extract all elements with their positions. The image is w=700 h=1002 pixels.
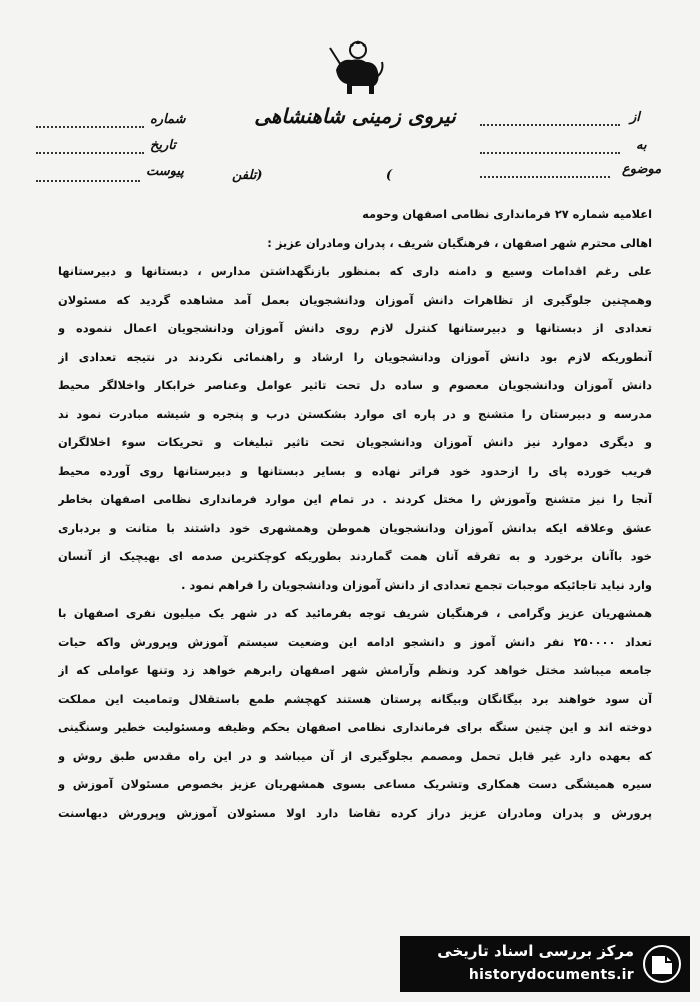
lion-and-sun-emblem-icon (322, 40, 386, 98)
body-line: وارد نیاید تاجائیکه موجبات تجمع تعدادی از دانش آموزان ودانشجویان را فراهم نمود . (181, 577, 652, 592)
body-line: آن سود خواهند برد بیگانگان وبیگانه پرستان هستند کهچشم طمع باستقلال وتمامیت این مملکت (58, 691, 652, 706)
body-line: همشهریان عزیز وگرامی ، فرهنگیان شریف توجه بفرمائید که در شهر یک میلیون نفری اصفهان با (58, 606, 652, 620)
body-line: دانش آموزان ودانشجویان معصوم و ساده دل تحت تاثیر عوامل وعناصر خرابکار واخلالگر محیط (58, 378, 652, 392)
body-line: مدرسه و دبیرستان را متشنج و در پاره ای موارد بشکستن درب و پنجره و شیشه مبادرت نمود ند (58, 406, 652, 421)
body-line: عشق وعلاقه ایکه بدانش آموزان ودانشجویان هموطن وهمشهری خود داشتند با متانت و بردباری (58, 520, 652, 535)
archive-watermark (400, 936, 690, 992)
organization-title: نیروی زمینی شاهنشاهی (254, 104, 456, 128)
subject-label: موضوع (622, 162, 662, 177)
watermark-url: historydocuments.ir (468, 967, 634, 983)
body-line: فریب خورده پای را ازحدود خود فراتر نهاده و بسایر دبستانها و دبیرستانها روی آورده محیط (58, 463, 652, 478)
body-line: خود باآنان برخورد و به تفرقه آنان همت گماردند بطوریکه کوچکترین صدمه ای بهیچیک از آنسان (58, 549, 652, 563)
date-field-dots (36, 152, 144, 154)
body-line: دوخته اند و این چنین ستگه برای فرمانداری نظامی اصفهان بحکم وظیفه ومسئولیت خطیر وسنگینی (58, 720, 652, 734)
to-field-dots (480, 152, 620, 154)
watermark-name: مرکز بررسی اسناد تاریخی (437, 942, 634, 960)
body-line: جامعه میباشد مختل خواهد کرد ونظم وآرامش شهر اصفهان رابرهم خواهد زد وتنها عواملی که از (58, 663, 652, 677)
body-line: وهمچنین جلوگیری از تظاهرات دانش آموزان ودانشجویان بعمل آمد مشاهده گردید که مسئولان (58, 292, 652, 307)
archive-logo-icon (642, 944, 682, 984)
body-line: آنطوریکه لازم بود دانش آموزان ودانشجویان را ارشاد و راهنمائی نکردند در نتیجه تعدادی از (58, 349, 652, 364)
body-line: سیره همیشگی دست همکاری وتشریک مساعی بسوی همشهریان عزیز بخصوص مسئولان آموزش و (58, 777, 652, 791)
from-label: از (630, 110, 640, 125)
attachment-field-dots (36, 180, 140, 182)
number-field-dots (36, 126, 144, 128)
body-line: و دیگری دموارد نیز دانش آموزان ودانشجویان تحت تاثیر تبلیغات و تحریکات سوء اخلالگران (58, 435, 652, 449)
date-label: تاریخ (150, 138, 176, 153)
subject-field-dots (480, 176, 610, 178)
phone-field (232, 168, 392, 183)
phone-label: (تلفن (232, 168, 263, 183)
body-line: تعدادی از دبستانها و دبیرستانها کنترل لازم روی دانش آموزان ودانشجویان اعمال ننموده و (58, 321, 652, 335)
announcement-body (58, 200, 652, 827)
body-line: آنجا را نیز متشنج وآموزش را مختل کردند . در تمام این موارد فرمانداری نظامی اصفهان بخاطر (58, 492, 652, 506)
body-line: پرورش و پدران ومادران عزیز دراز کرده تقاضا دارد اولا مسئولان آموزش وپرورش دبهاسنت (58, 805, 652, 820)
body-line: اهالی محترم شهر اصفهان ، فرهنگیان شریف ، پدران ومادران عزیز : (267, 235, 652, 250)
body-line: علی رغم اقدامات وسیع و دامنه داری که بمنظور بازنگهداشتن مدارس ، دبستانها و دبیرستانها (58, 264, 652, 278)
phone-close-paren: ) (385, 168, 392, 183)
body-line: که بعهده دارد غیر قابل تحمل ومصمم بجلوگیری از آن میباشد و در این راه مقدس طبق روش و (58, 748, 652, 763)
body-line: تعداد ۲۵۰۰۰۰ نفر دانش آموز و دانشجو ادامه این وضعیت سیستم آموزش وپرورش واکه حیات (58, 634, 652, 649)
body-line: اعلامیه شماره ۲۷ فرمانداری نظامی اصفهان وحومه (362, 207, 652, 221)
to-label: به (636, 138, 647, 153)
from-field-dots (480, 124, 620, 126)
attachment-label: پیوست (146, 164, 184, 179)
number-label: شماره (150, 112, 186, 127)
